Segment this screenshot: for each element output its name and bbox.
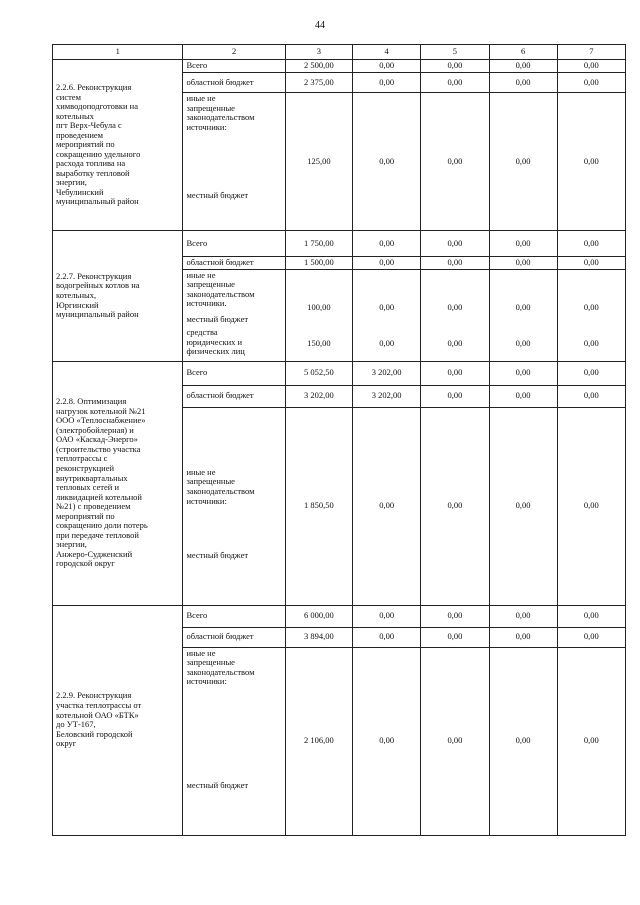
value-cell: 0,00 [489,93,557,231]
source-label: областной бюджет [183,73,285,93]
header-cell: 2 [183,45,285,60]
header-cell: 1 [53,45,183,60]
value-cell: 0,00 [489,385,557,407]
source-label: местный бюджет [183,507,285,605]
value-cell: 0,00 [557,231,625,257]
value-cell: 6 000,00 [285,605,352,627]
value-cell: 3 202,00 [353,385,421,407]
value-cell: 0,00 [489,231,557,257]
header-cell: 3 [285,45,352,60]
source-label [183,647,285,737]
source-label: областной бюджет [183,257,285,270]
value-cell: 0,00 [489,60,557,73]
spacer-cell [421,313,489,327]
value-cell: 0,00 [421,647,489,835]
value-cell: 0,00 [353,73,421,93]
value-cell: 0,00 [421,73,489,93]
value-cell: 0,00 [489,257,557,270]
value-cell: 0,00 [489,647,557,835]
value-cell: 3 202,00 [285,385,352,407]
value-cell: 0,00 [353,257,421,270]
measure-name-cell [53,605,183,835]
measure-name-cell [53,231,183,362]
value-cell: 0,00 [489,269,557,313]
measure-name: 2.2.6. Реконструкция систем химводоподготовки на котельных пгт Верх-Чебула с проведением мероприятий по сокращению удельного расхода топлива на выработку тепловой энергии, Чебулинский муниципальный район [56,82,141,207]
value-cell: 0,00 [557,627,625,647]
value-cell: 125,00 [285,93,352,231]
source-label [183,269,285,313]
header-cell: 5 [421,45,489,60]
source-label: Всего [183,605,285,627]
value-cell: 0,00 [353,647,421,835]
value-cell: 0,00 [489,627,557,647]
value-cell: 1 500,00 [285,257,352,270]
value-cell: 0,00 [421,385,489,407]
source-label: областной бюджет [183,627,285,647]
table-row [53,60,626,73]
source-label: областной бюджет [183,385,285,407]
source-label: Всего [183,231,285,257]
value-cell: 0,00 [557,385,625,407]
source-label-text: иные не запрещенные законодательством источники: [186,647,255,687]
source-label-text: иные не запрещенные законодательством источники: [186,466,255,506]
value-cell: 0,00 [489,605,557,627]
source-label: местный бюджет [183,313,285,327]
page-number: 44 [315,20,325,31]
value-cell: 0,00 [421,60,489,73]
value-cell: 0,00 [353,407,421,605]
value-cell: 3 202,00 [353,361,421,385]
table-row [53,361,626,385]
value-cell: 0,00 [353,627,421,647]
value-cell: 0,00 [557,73,625,93]
value-cell: 2 500,00 [285,60,352,73]
source-label-text: иные не запрещенные законодательством источники. [186,269,255,309]
measure-name-cell [53,60,183,231]
value-cell: 0,00 [421,407,489,605]
value-cell: 0,00 [557,60,625,73]
source-label: местный бюджет [183,163,285,231]
spacer-cell [489,313,557,327]
value-cell: 0,00 [557,257,625,270]
value-cell: 0,00 [421,269,489,313]
source-label-text: средства юридических и физических лиц [186,327,245,357]
value-cell: 0,00 [489,327,557,361]
value-cell: 150,00 [285,327,352,361]
value-cell: 0,00 [557,93,625,231]
source-label: местный бюджет [183,737,285,835]
value-cell: 0,00 [421,231,489,257]
measure-name: 2.2.9. Реконструкция участка теплотрассы от котельной ОАО «БТК» до УТ-167, Беловский городской округ [56,690,142,749]
value-cell: 2 106,00 [285,647,352,835]
value-cell: 0,00 [353,605,421,627]
value-cell: 1 850,50 [285,407,352,605]
value-cell: 0,00 [421,627,489,647]
value-cell: 0,00 [489,407,557,605]
source-label [183,93,285,163]
value-cell: 0,00 [421,327,489,361]
value-cell: 0,00 [421,361,489,385]
value-cell: 0,00 [353,231,421,257]
source-label-text: иные не запрещенные законодательством источники: [186,93,255,132]
measure-name: 2.2.8. Оптимизация нагрузок котельной №21 ООО «Теплоснабжение» (электробойлерная) и ОАО «Каскад-Энерго» (строительство участка теплотрассы с реконструкцией внутриквартальных тепловых сетей и ликвидацией котельной №21) с проведением мероприятий по сокращению доли потерь при передаче тепловой энергии, Анжеро-Судженский городской округ [56,396,148,569]
value-cell: 0,00 [489,361,557,385]
spacer-cell [353,313,421,327]
value-cell: 0,00 [489,73,557,93]
header-cell: 7 [557,45,625,60]
spacer-cell [285,313,352,327]
table-row [53,231,626,257]
measure-name-cell [53,361,183,605]
spacer-cell [557,313,625,327]
header-cell: 6 [489,45,557,60]
value-cell: 0,00 [421,93,489,231]
source-label [183,327,285,361]
table-row [53,605,626,627]
value-cell: 0,00 [421,257,489,270]
value-cell: 0,00 [353,93,421,231]
header-cell: 4 [353,45,421,60]
value-cell: 0,00 [557,327,625,361]
source-label: Всего [183,361,285,385]
value-cell: 0,00 [557,407,625,605]
value-cell: 0,00 [557,605,625,627]
value-cell: 0,00 [353,327,421,361]
value-cell: 0,00 [557,269,625,313]
value-cell: 3 894,00 [285,627,352,647]
value-cell: 100,00 [285,269,352,313]
header-row [53,45,626,60]
value-cell: 0,00 [353,269,421,313]
value-cell: 5 052,50 [285,361,352,385]
budget-table [52,44,626,836]
value-cell: 1 750,00 [285,231,352,257]
source-label [183,407,285,507]
source-label: Всего [183,60,285,73]
value-cell: 0,00 [557,361,625,385]
value-cell: 0,00 [353,60,421,73]
value-cell: 0,00 [557,647,625,835]
value-cell: 2 375,00 [285,73,352,93]
measure-name: 2.2.7. Реконструкция водогрейных котлов на котельных, Юргинский муниципальный район [56,270,140,320]
value-cell: 0,00 [421,605,489,627]
